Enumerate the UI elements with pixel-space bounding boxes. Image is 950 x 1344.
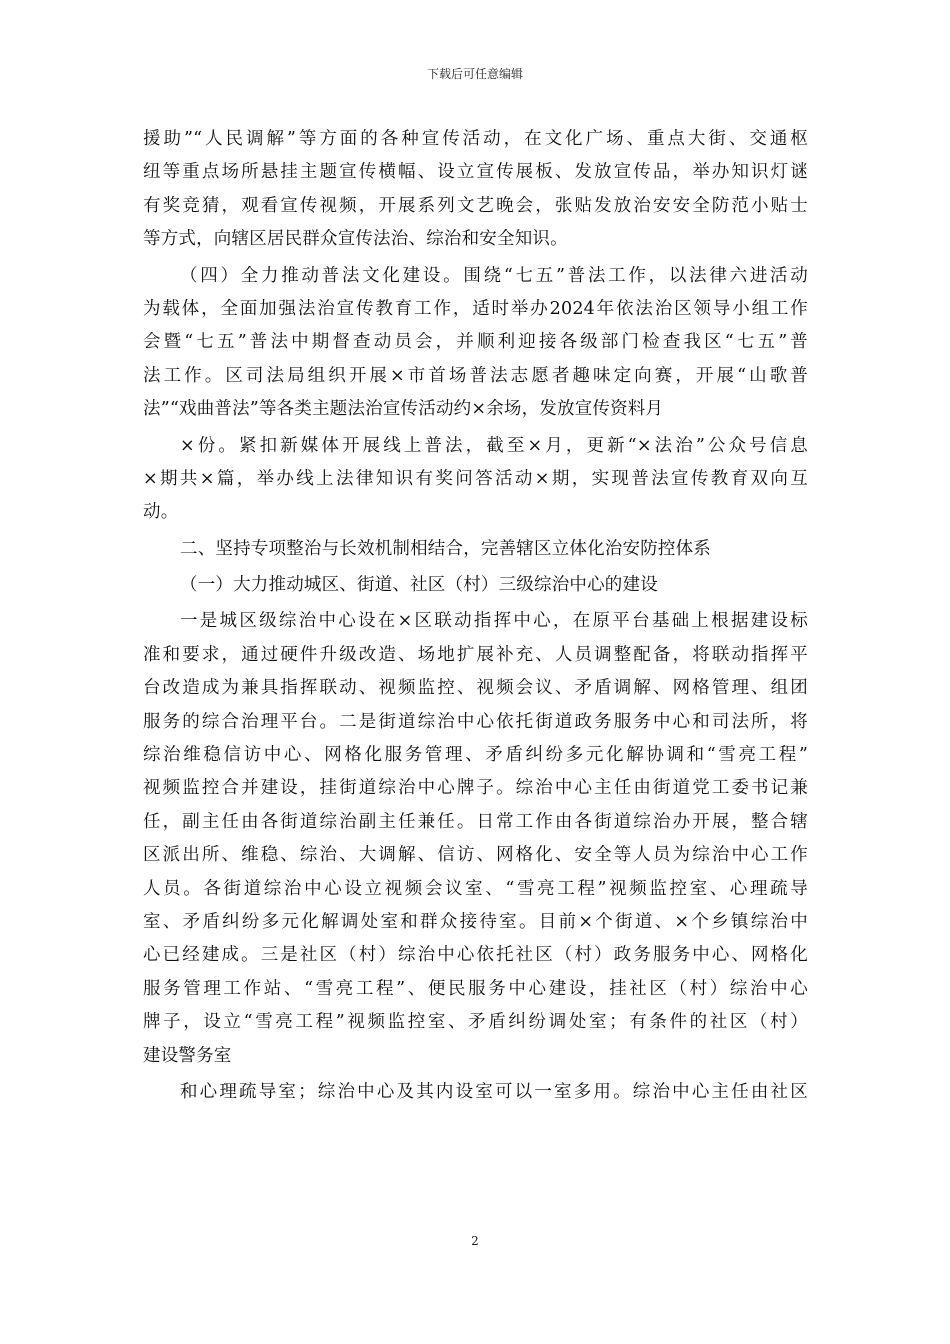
text-line: 纽等重点场所悬挂主题宣传横幅、设立宣传展板、发放宣传品，举办知识灯谜 <box>143 162 808 183</box>
page-header: 下载后可任意编辑 <box>426 67 523 81</box>
text-line: 一是城区级综治中心设在×区联动指挥中心，在原平台基础上根据建设标 <box>180 611 808 632</box>
text-line: 法工作。区司法局组织开展×市首场普法志愿者趣味定向赛，开展“山歌普 <box>143 365 808 386</box>
text-line: 动。 <box>143 502 179 523</box>
text-line: 准和要求，通过硬件升级改造、场地扩展补充、人员调整配备，将联动指挥平 <box>143 644 808 665</box>
text-line: 建设警务室 <box>143 1045 232 1066</box>
text-line: 室、矛盾纠纷多元化解调处室和群众接待室。目前×个街道、×个乡镇综治中 <box>143 911 808 932</box>
document-body <box>143 123 808 1109</box>
text-line: 台改造成为兼具指挥联动、视频监控、视频会议、矛盾调解、网格管理、组团 <box>143 678 808 699</box>
text-line: 援助”“人民调解”等方面的各种宣传活动，在文化广场、重点大街、交通枢 <box>143 129 808 149</box>
text-line: 综治维稳信访中心、网格化服务管理、矛盾纠纷多元化解协调和“雪亮工程” <box>143 745 808 766</box>
text-line: ×份。紧扣新媒体开展线上普法，截至×月，更新“×法治”公众号信息 <box>180 435 808 456</box>
text-line: 为载体，全面加强法治宣传教育工作，适时举办2024年依法治区领导小组工作 <box>143 298 808 319</box>
text-line: （一）大力推动城区、街道、社区（村）三级综治中心的建设 <box>180 575 658 596</box>
text-line: 服务管理工作站、“雪亮工程”、便民服务中心建设，挂社区（村）综治中心 <box>143 978 808 999</box>
text-line: ×期共×篇，举办线上法律知识有奖问答活动×期，实现普法宣传教育双向互 <box>143 468 808 489</box>
text-line: 心已经建成。三是社区（村）综治中心依托社区（村）政务服务中心、网格化 <box>143 945 808 966</box>
text-line: 区派出所、维稳、综治、大调解、信访、网格化、安全等人员为综治中心工作 <box>143 845 808 866</box>
text-line: 会暨“七五”普法中期督查动员会，并顺利迎接各级部门检查我区“七五”普 <box>143 332 808 353</box>
text-line: 二、坚持专项整治与长效机制相结合，完善辖区立体化治安防控体系 <box>180 538 711 559</box>
text-line: 有奖竞猜，观看宣传视频，开展系列文艺晚会，张贴发放治安安全防范小贴士 <box>143 195 808 216</box>
text-line: 法”“戏曲普法”等各类主题法治宣传活动约×余场，发放宣传资料月 <box>143 399 664 420</box>
text-line: 牌子，设立“雪亮工程”视频监控室、矛盾纠纷调处室；有条件的社区（村） <box>143 1012 808 1033</box>
text-line: 任，副主任由各街道综治副主任兼任。日常工作由各街道综治办开展，整合辖 <box>143 811 808 832</box>
text-line: 服务的综合治理平台。二是街道综治中心依托街道政务服务中心和司法所，将 <box>143 711 808 732</box>
page-number: 2 <box>471 1234 479 1248</box>
text-line: 视频监控合并建设，挂街道综治中心牌子。综治中心主任由街道党工委书记兼 <box>143 778 808 799</box>
text-line: （四）全力推动普法文化建设。围绕“七五”普法工作，以法律六进活动 <box>180 265 808 286</box>
text-line: 等方式，向辖区居民群众宣传法治、综治和安全知识。 <box>143 229 568 250</box>
text-line: 人员。各街道综治中心设立视频会议室、“雪亮工程”视频监控室、心理疏导 <box>143 878 808 899</box>
text-line: 和心理疏导室；综治中心及其内设室可以一室多用。综治中心主任由社区 <box>180 1081 808 1102</box>
